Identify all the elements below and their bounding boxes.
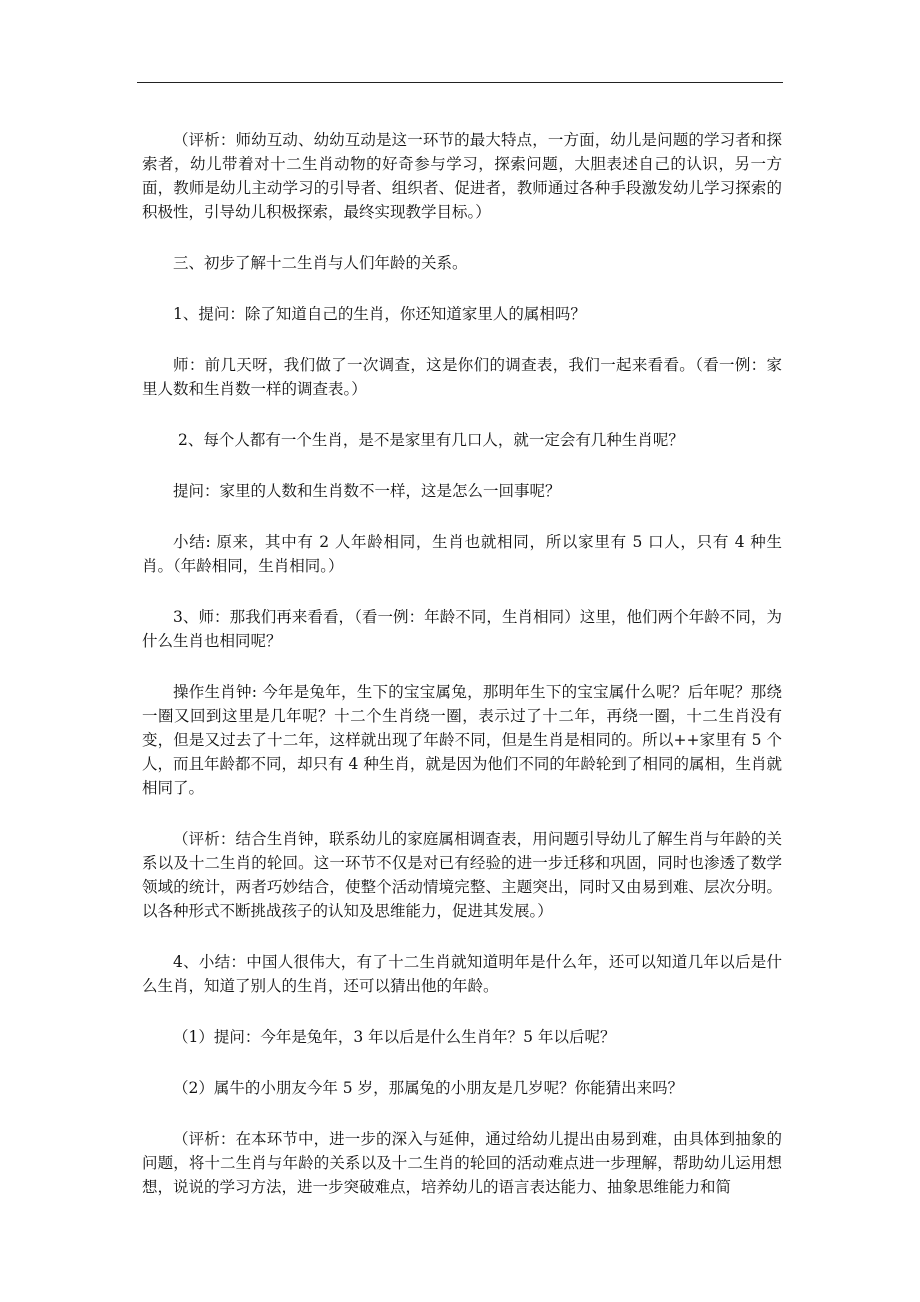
paragraph-summary-4: 4、小结：中国人很伟大，有了十二生肖就知道明年是什么年，还可以知道几年以后是什么生肖，知道了别人的生肖，还可以猜出他的年龄。	[142, 953, 782, 995]
paragraph-commentary-3: （评析：在本环节中，进一步的深入与延伸，通过给幼儿提出由易到难，由具体到抽象的问题，将十二生肖与年龄的关系以及十二生肖的轮回的活动难点进一步理解，帮助幼儿运用想想，说说的学习方法，进一步突破难点，培养幼儿的语言表达能力、抽象思维能力和简	[142, 1130, 782, 1196]
header-rule	[137, 82, 783, 83]
document-body	[142, 128, 782, 1199]
paragraph-question-4-2: （2）属牛的小朋友今年 5 岁，那属兔的小朋友是几岁呢？你能猜出来吗？	[173, 1079, 684, 1097]
paragraph-commentary-2: （评析：结合生肖钟，联系幼儿的家庭属相调查表，用问题引导幼儿了解生肖与年龄的关系以及十二生肖的轮回。这一环节不仅是对已有经验的进一步迁移和巩固，同时也渗透了数学领域的统计，两者巧妙结合，使整个活动情境完整、主题突出，同时又由易到难、层次分明。以各种形式不断挑战孩子的认知及思维能力，促进其发展。）	[142, 830, 782, 920]
paragraph-zodiac-clock: 操作生肖钟: 今年是兔年，生下的宝宝属兔，那明年生下的宝宝属什么呢？后年呢？那绕一圈又回到这里是几年呢？十二个生肖绕一圈，表示过了十二年，再绕一圈，十二生肖没有变，但是又过去了十二年，这样就出现了年龄不同，但是生肖是相同的。所以++家里有 5 个人，而且年龄都不同，却只有 4 种生肖，就是因为他们不同的年龄轮到了相同的属相，生肖就相同了。	[142, 683, 782, 797]
paragraph-commentary-1: （评析：师幼互动、幼幼互动是这一环节的最大特点，一方面，幼儿是问题的学习者和探索者，幼儿带着对十二生肖动物的好奇参与学习，探索问题，大胆表述自己的认识，另一方面，教师是幼儿主动学习的引导者、组织者、促进者，教师通过各种手段激发幼儿学习探索的积极性，引导幼儿积极探索，最终实现教学目标。）	[142, 131, 782, 221]
paragraph-question-1: 1、提问：除了知道自己的生肖，你还知道家里人的属相吗？	[173, 305, 586, 323]
section-heading-3: 三、初步了解十二生肖与人们年龄的关系。	[173, 254, 468, 272]
paragraph-teacher-survey: 师：前几天呀，我们做了一次调查，这是你们的调查表，我们一起来看看。（看一例：家里人数和生肖数一样的调查表。）	[142, 356, 782, 398]
paragraph-question-4-1: （1）提问：今年是兔年，3 年以后是什么生肖年？5 年以后呢？	[173, 1028, 616, 1046]
paragraph-question-2: 2、每个人都有一个生肖，是不是家里有几口人，就一定会有几种生肖呢？	[178, 431, 684, 449]
paragraph-question-3: 3、师：那我们再来看看，（看一例：年龄不同，生肖相同）这里，他们两个年龄不同，为什么生肖也相同呢？	[142, 608, 782, 650]
paragraph-question-family: 提问：家里的人数和生肖数不一样，这是怎么一回事呢？	[173, 482, 561, 500]
paragraph-summary-1: 小结: 原来，其中有 2 人年龄相同，生肖也就相同，所以家里有 5 口人，只有 4 种生肖。（年龄相同，生肖相同。）	[142, 533, 782, 575]
